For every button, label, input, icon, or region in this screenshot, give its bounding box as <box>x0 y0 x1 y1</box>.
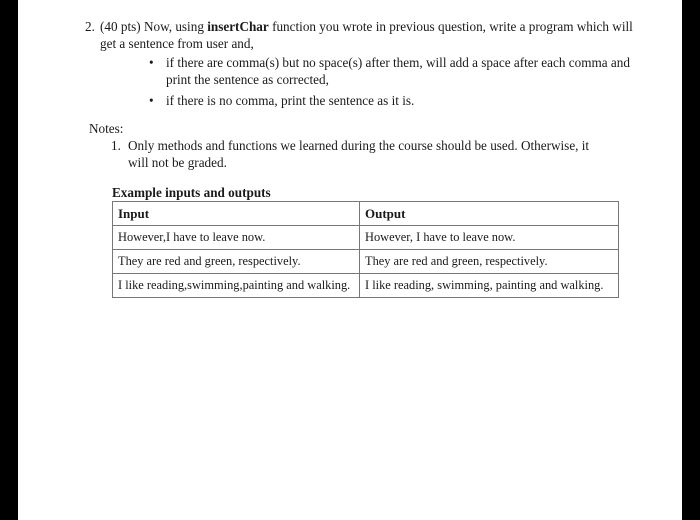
document-page <box>18 0 682 520</box>
note-number: 1. <box>111 138 121 153</box>
input-column-header: Input <box>113 202 360 226</box>
note-item <box>111 137 609 171</box>
table-row <box>113 274 619 298</box>
question-suffix: function you wrote in previous question, write a program which will get a sentence from user and, <box>100 19 633 51</box>
bullet-list <box>85 54 645 109</box>
question-2 <box>85 18 645 113</box>
table-row <box>113 226 619 250</box>
notes-section <box>89 120 609 171</box>
input-cell: However,I have to leave now. <box>113 226 360 250</box>
input-cell: They are red and green, respectively. <box>113 250 360 274</box>
input-cell: I like reading,swimming,painting and walking. <box>113 274 360 298</box>
bullet-text: if there are comma(s) but no space(s) after them, will add a space after each comma and print the sentence as corrected, <box>166 55 630 87</box>
output-cell: However, I have to leave now. <box>360 226 619 250</box>
bullet-text: if there is no comma, print the sentence as it is. <box>166 93 415 108</box>
example-title: Example inputs and outputs <box>112 185 271 200</box>
question-prefix: (40 pts) Now, using <box>100 19 208 34</box>
output-column-header: Output <box>360 202 619 226</box>
bullet-item <box>149 54 645 88</box>
example-section <box>112 184 620 298</box>
example-table <box>112 201 619 298</box>
output-cell: I like reading, swimming, painting and walking. <box>360 274 619 298</box>
table-row <box>113 250 619 274</box>
bullet-item <box>149 92 645 109</box>
table-header-row <box>113 202 619 226</box>
notes-heading: Notes: <box>89 121 124 136</box>
note-text: Only methods and functions we learned during the course should be used. Otherwise, it will not be graded. <box>128 138 590 170</box>
bullet-icon: • <box>149 93 154 108</box>
function-name: insertChar <box>207 19 269 34</box>
question-number: 2. <box>85 19 95 34</box>
bullet-icon: • <box>149 55 154 70</box>
question-text <box>100 18 645 52</box>
output-cell: They are red and green, respectively. <box>360 250 619 274</box>
